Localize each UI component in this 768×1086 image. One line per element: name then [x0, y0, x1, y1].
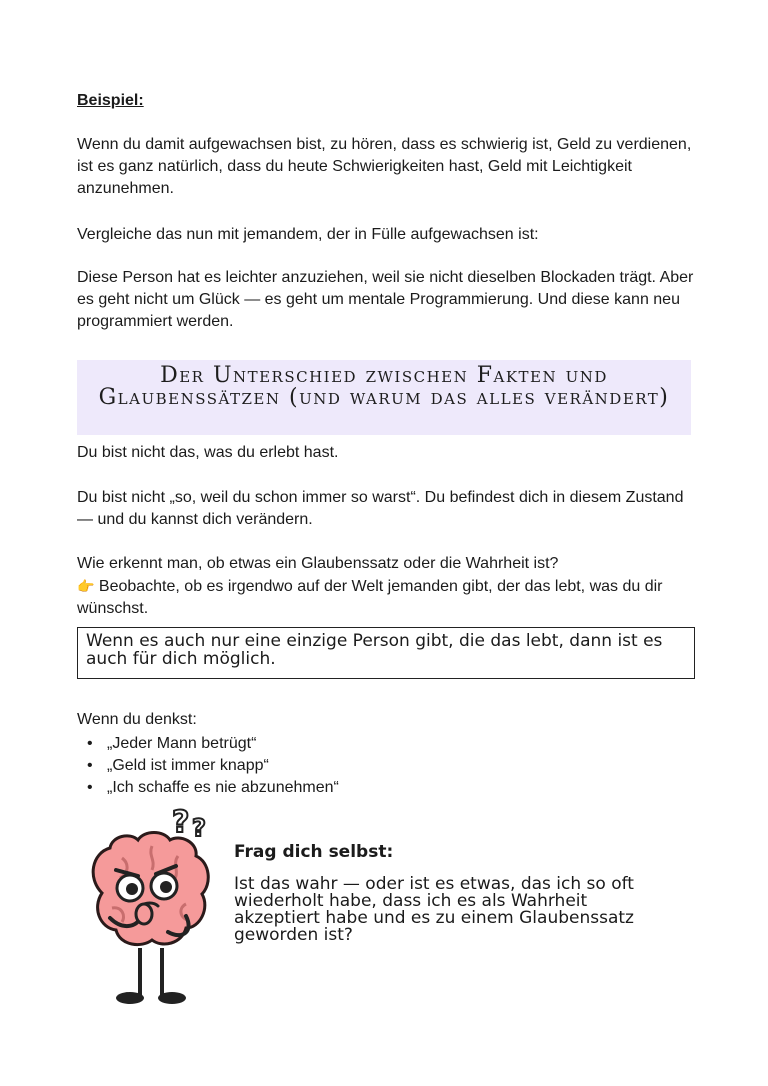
example-paragraph-2: Vergleiche das nun mit jemandem, der in Fülle aufgewachsen ist:: [77, 226, 539, 243]
example-paragraph-1: Wenn du damit aufgewachsen bist, zu hören, dass es schwierig ist, Geld zu verdienen, ist es ganz natürlich, dass du heute Schwierigkeiten hast, Geld mit Leichtigkeit anzunehmen.: [77, 136, 692, 197]
section-hint: [77, 575, 697, 620]
reflection-title: Frag dich selbst:: [234, 842, 394, 862]
pointing-hand-icon: 👉: [77, 578, 95, 594]
beliefs-list: [77, 733, 339, 799]
example-label: Beispiel:: [77, 92, 144, 109]
highlight-quote-box: [77, 627, 695, 679]
thinking-brain-illustration: [82, 798, 222, 1008]
section-title-banner: [77, 360, 691, 435]
list-item: • „Geld ist immer knapp“: [77, 755, 339, 777]
section-question: Wie erkennt man, ob etwas ein Glaubenssatz oder die Wahrheit ist?: [77, 555, 559, 572]
section-paragraph-1: Du bist nicht das, was du erlebt hast.: [77, 444, 339, 461]
beliefs-intro: Wenn du denkst:: [77, 711, 197, 728]
list-item: • „Ich schaffe es nie abzunehmen“: [77, 777, 339, 799]
list-item: • „Jeder Mann betrügt“: [77, 733, 339, 755]
reflection-body: Ist das wahr — oder ist es etwas, das ich so oft wiederholt habe, dass ich es als Wahrheit akzeptiert habe und es zu einem Glaubenssatz geworden ist?: [234, 874, 634, 945]
svg-text:?: ?: [192, 814, 206, 842]
svg-text:?: ?: [172, 805, 190, 840]
section-paragraph-2: Du bist nicht „so, weil du schon immer so warst“. Du befindest dich in diesem Zustand — und du kannst dich verändern.: [77, 489, 684, 528]
example-paragraph-3: Diese Person hat es leichter anzuziehen, weil sie nicht dieselben Blockaden trägt. Aber es geht nicht um Glück — es geht um mentale Programmierung. Und diese kann neu programmiert werden.: [77, 269, 694, 330]
highlight-quote-text: Wenn es auch nur eine einzige Person gibt, die das lebt, dann ist es auch für dich möglich.: [86, 631, 663, 669]
section-hint-text: Beobachte, ob es irgendwo auf der Welt jemanden gibt, der das lebt, was du dir wünschst.: [77, 578, 663, 617]
section-title: Der Unterschied zwischen Fakten und Glaubenssätzen (und warum das alles verändert): [98, 363, 670, 410]
